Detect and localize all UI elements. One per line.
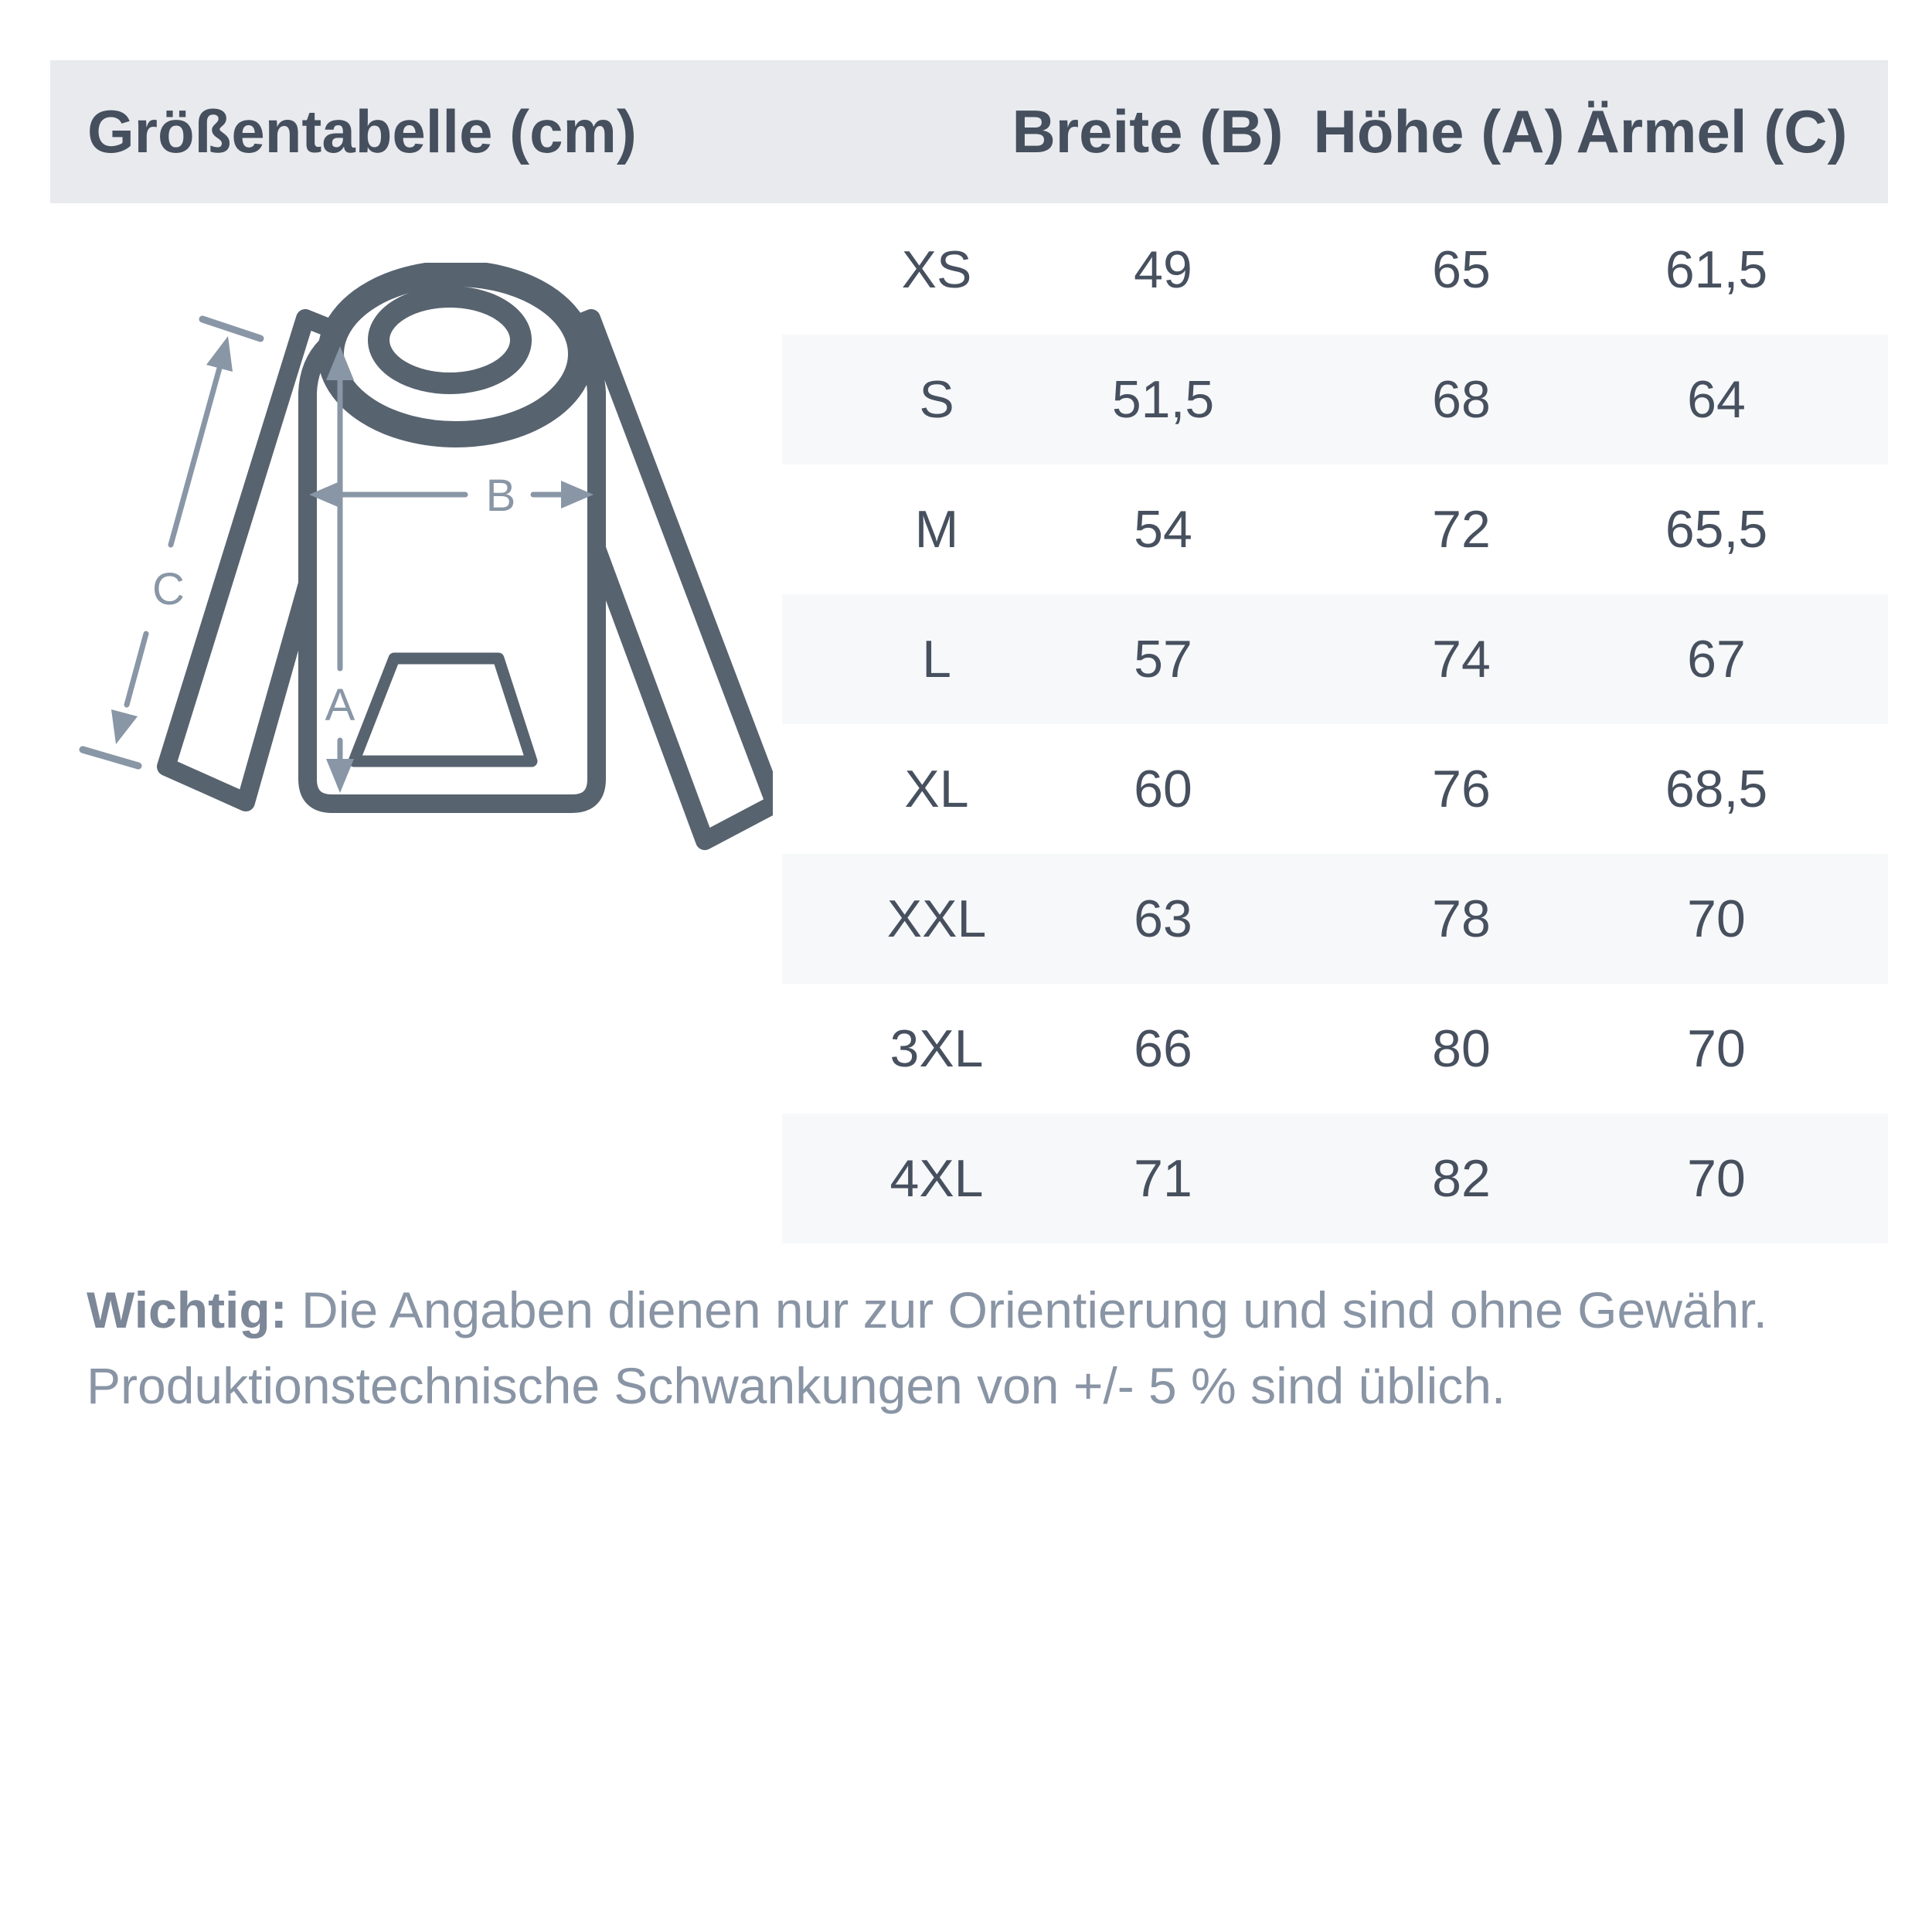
hoodie-illustration [77, 263, 773, 850]
size-label: S [919, 370, 954, 429]
value-breite: 51,5 [1111, 370, 1215, 429]
table-row-xs [782, 205, 1888, 335]
value-aermel: 67 [1687, 630, 1746, 689]
disclaimer-line-2: Produktionstechnische Schwankungen von +/- 5 % sind üblich. [87, 1357, 1506, 1414]
size-label: 3XL [889, 1019, 984, 1078]
arrow-c-head-up [206, 336, 233, 372]
arrow-c-bottom-cap [83, 750, 138, 766]
size-label: L [922, 630, 951, 689]
measure-label-c: C [152, 564, 185, 614]
size-table [782, 205, 1888, 1243]
page-title: Größentabelle (cm) [87, 97, 637, 165]
disclaimer-bold: Wichtig: [87, 1281, 287, 1338]
measure-label-a: A [325, 680, 355, 730]
value-breite: 57 [1134, 630, 1192, 689]
value-hoehe: 74 [1432, 630, 1491, 689]
table-row-4xl [782, 1114, 1888, 1243]
size-label: 4XL [889, 1149, 984, 1208]
size-label: XS [901, 240, 972, 299]
table-row-s [782, 335, 1888, 464]
disclaimer-line-1-text: Die Angaben dienen nur zur Orientierung und sind ohne Gewähr. [287, 1281, 1767, 1338]
column-header-aermel: Ärmel (C) [1576, 97, 1848, 165]
value-breite: 60 [1134, 760, 1192, 818]
value-breite: 54 [1134, 500, 1192, 559]
table-row-xxl [782, 854, 1888, 984]
value-aermel: 70 [1687, 889, 1746, 948]
value-hoehe: 82 [1432, 1149, 1491, 1208]
arrow-c-top-cap [202, 319, 260, 338]
value-hoehe: 65 [1432, 240, 1491, 299]
arrow-c-line-top [171, 362, 221, 545]
value-breite: 49 [1134, 240, 1192, 299]
size-label: XL [904, 760, 969, 818]
size-chart-header [50, 60, 1888, 203]
table-row-m [782, 464, 1888, 594]
table-row-xl [782, 724, 1888, 854]
value-aermel: 61,5 [1665, 240, 1768, 299]
arrow-c-head-down [111, 709, 138, 744]
value-hoehe: 76 [1432, 760, 1491, 818]
hoodie-measurement-diagram [77, 263, 773, 850]
value-hoehe: 80 [1432, 1019, 1491, 1078]
disclaimer-line-1 [87, 1272, 1879, 1348]
value-hoehe: 68 [1432, 370, 1491, 429]
value-hoehe: 72 [1432, 500, 1491, 559]
column-header-hoehe: Höhe (A) [1313, 97, 1565, 165]
size-label: M [914, 500, 959, 559]
value-aermel: 65,5 [1665, 500, 1768, 559]
measure-label-b: B [485, 471, 516, 521]
value-aermel: 70 [1687, 1149, 1746, 1208]
value-hoehe: 78 [1432, 889, 1491, 948]
arrow-c-line-bottom [127, 634, 146, 705]
value-aermel: 70 [1687, 1019, 1746, 1078]
disclaimer-note [87, 1272, 1879, 1423]
value-breite: 63 [1134, 889, 1192, 948]
table-row-3xl [782, 984, 1888, 1114]
value-breite: 71 [1134, 1149, 1192, 1208]
value-aermel: 64 [1687, 370, 1746, 429]
column-header-breite: Breite (B) [1012, 97, 1284, 165]
size-label: XXL [886, 889, 987, 948]
value-breite: 66 [1134, 1019, 1192, 1078]
value-aermel: 68,5 [1665, 760, 1768, 818]
table-row-l [782, 594, 1888, 724]
